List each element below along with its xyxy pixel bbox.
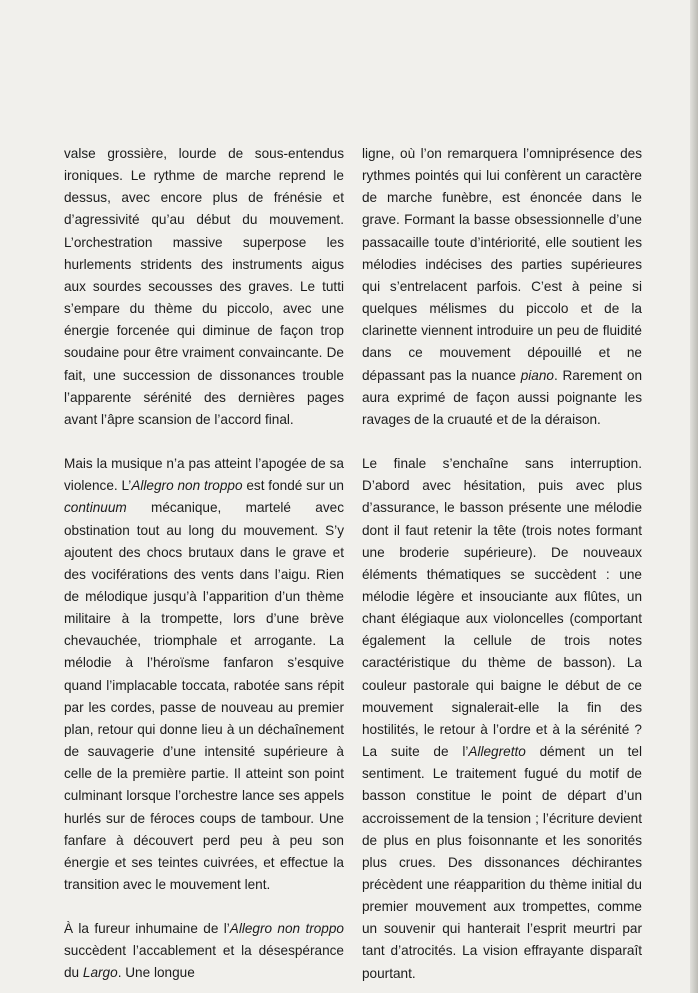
text-run: À la fureur inhumaine de l’: [64, 921, 230, 937]
text-run: Le finale s’enchaîne sans interruption. D’abord avec hésitation, puis avec plus d’assurance, le basson présente une mélodie dont il faut retenir la tête (trois notes formant une broderie supérieure). De nouveaux éléments thématiques se succèdent : une mélodie légère et insouciante aux flûtes, un chant élégiaque aux violoncelles (comportant également la cellule de trois notes caractéristique du thème de basson). La couleur pastorale qui baigne le début de ce mouvement signalerait-elle la fin des hostilités, le retour à l’ordre et à la sérénité ? La suite de l’: [362, 456, 642, 760]
text-run: ligne, où l’on remarquera l’omniprésence des rythmes pointés qui lui confèrent un caractère de marche funèbre, est énoncée dans le grave. Formant la basse obsessionnelle d’une passacaille toute d’intériorité, elle soutient les mélodies indécises des parties supérieures qui s’entrelacent parfois. C’est à peine si quelques mélismes du piccolo et de la clarinette viennent introduire un peu de fluidité dans ce mouvement dépouillé et ne dépassant pas la nuance: [362, 146, 642, 383]
text-run: valse grossière, lourde de sous-entendus ironiques. Le rythme de marche reprend le dessus, avec encore plus de frénésie et d’agressivité qu’au début du mouvement. L’orchestration massive superpose les hurlements stridents des instruments aigus aux sourdes secousses des graves. Le tutti s’empare du thème du piccolo, avec une énergie forcenée qui diminue de façon trop soudaine pour être vraiment convaincante. De fait, une succession de dissonances trouble l’apparente sérénité des dernières pages avant l’âpre scansion de l’accord final.: [64, 146, 344, 427]
paragraph: [64, 143, 344, 431]
italic-text: Allegro non troppo: [131, 478, 243, 494]
text-run: dément un tel sentiment. Le traitement fugué du motif de basson constitue le point de départ d’un accroissement de la tension ; l’écriture devient de plus en plus foisonnante et les sonorités plus crues. Des dissonances déchirantes précèdent une réapparition du thème initial du premier mouvement aux trompettes, comme un souvenir qui hanterait l’esprit meurtri par tant d’atrocités. La vision effrayante disparaît pourtant.: [362, 744, 643, 981]
italic-text: piano: [520, 367, 554, 383]
text-run: mécanique, martelé avec obstination tout au long du mouvement. S’y ajoutent des chocs brutaux dans le grave et des vociférations des vents dans l’aigu. Rien de mélodique jusqu’à l’apparition d’un thème militaire à la trompette, lors d’une brève chevauchée, triomphale et arrogante. La mélodie à l’héroïsme fanfaron s’esquive quand l’implacable toccata, rabotée sans répit par les cordes, passe de nouveau au premier plan, retour qui donne lieu à un déchaînement de sauvagerie d’une intensité supérieure à celle de la première partie. Il atteint son point culminant lorsque l’orchestre lance ses appels hurlés sur de féroces coups de tambour. Une fanfare à découvert perd peu à peu son énergie et ses teintes cuivrées, et effectue la transition avec le mouvement lent.: [64, 500, 344, 892]
text-run: succèdent l’accablement et la désespérance du: [64, 943, 344, 981]
text-run: . Rarement on aura exprimé de façon aussi poignante les ravages de la cruauté et de la déraison.: [362, 367, 643, 427]
paragraph: [64, 453, 344, 896]
paragraph: [64, 918, 344, 984]
italic-text: Largo: [82, 965, 118, 981]
page-edge: [690, 0, 698, 993]
left-column: [64, 143, 344, 985]
italic-text: Allegro non troppo: [229, 921, 344, 937]
text-run: . Une longue: [117, 965, 195, 981]
paragraph: [362, 453, 642, 985]
text-run: est fondé sur un: [242, 478, 344, 494]
text-run: Mais la musique n’a pas atteint l’apogée de sa violence. L’: [64, 456, 344, 494]
italic-text: continuum: [64, 500, 127, 516]
italic-text: Allegretto: [468, 744, 526, 760]
paragraph: [362, 143, 642, 431]
watermark-left: [0, 692, 47, 793]
right-column: [362, 143, 642, 985]
